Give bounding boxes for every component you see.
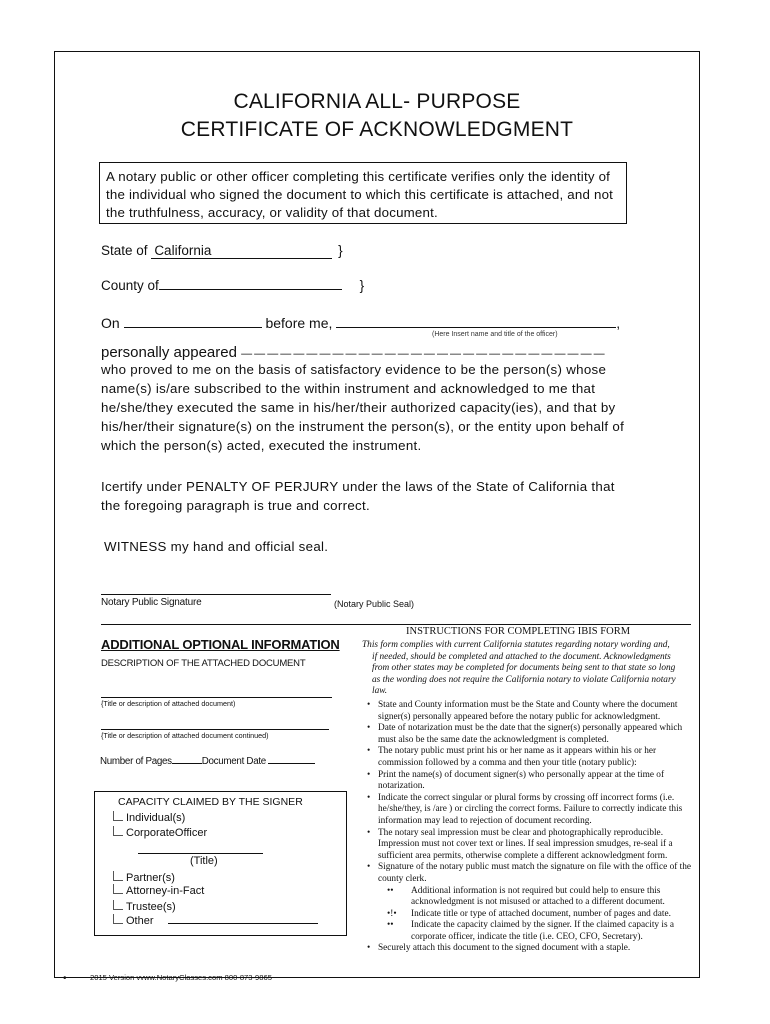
witness-text: WITNESS my hand and official seal. [104,539,329,554]
optional-heading: ADDITIONAL OPTIONAL INFORMATION [101,637,340,652]
instruction-item: • Securely attach this document to the signed document with a staple. [367,943,692,955]
signature-label: Notary Public Signature [101,597,202,608]
appeared-line-2: name(s) is/are subscribed to the within instrument and acknowledged to me that [101,381,596,396]
instruction-item: • Date of notarization must be the date that the signer(s) personally appeared which must also be the same date the acknowledgment is completed. [367,723,692,746]
sub-item-text: Additional information is not required but could help to ensure this acknowledgment is not misused or attached to a different document. [411,885,665,908]
before-me-label: before me, [265,315,333,331]
capacity-other[interactable] [113,914,318,927]
seal-label: (Notary Public Seal) [334,599,415,609]
intro-line-2: if needed, should be completed and attached to the document. Acknowledgments [372,651,671,662]
instruction-item: • The notary public must print his or her name as it appears within his or her commission followed by a comma and then your title (notary public): [367,746,692,769]
instruction-item: • The notary seal impression must be clear and photographically reproducible. Impression must not cover text or lines. If seal impression smudges, re-seal if a sufficient area permits, otherwise complete a different acknowledgment form. [367,828,692,863]
sub-item-marker: •• [387,920,394,931]
appeared-line-4: his/her/their signature(s) on the instrument the person(s), or the entity upon behalf of [101,419,625,434]
document-date-field[interactable] [268,754,315,764]
pages-label: Number of Pages [100,756,172,767]
on-label: On [101,315,120,331]
footer-text: 2015 Version vvww.NotaryClasses.com 800-873-9865 [90,973,272,982]
state-brace: } [338,243,343,258]
sub-item-text: Indicate the capacity claimed by the signer. If the claimed capacity is a corporate officer, indicate the title (i.e. CEO, CFO, Secretary). [411,920,675,942]
officer-field[interactable] [336,315,616,328]
county-label: County of [101,278,159,293]
capacity-partner[interactable] [113,871,175,884]
intro-line-1: This form complies with current California statutes regarding notary wording and, [362,640,670,650]
sub-item-text: Indicate title or type of attached document, number of pages and date. [411,908,671,919]
appeared-line-1: who proved to me on the basis of satisfactory evidence to be the person(s) whose [101,362,607,377]
perjury-paragraph [101,477,631,515]
instruction-item: • Indicate the correct singular or plural forms by crossing off incorrect forms (i.e. he/she/they, is /are ) or circling the correct forms. Failure to correctly indicate this information may lead to rejection of document recording. [367,793,692,828]
individual-label: Individual(s) [126,812,186,824]
instructions-heading: INSTRUCTIONS FOR COMPLETING IBIS FORM [406,626,631,637]
title-line-1: CALIFORNIA ALL- PURPOSE [233,90,521,113]
instructions-intro [362,640,692,698]
instruction-item: • State and County information must be the State and County where the document signer(s) personally appeared before the notary public for acknowledgment. [367,700,692,723]
corporate-checkbox[interactable] [113,826,123,836]
notice-box: A notary public or other officer completing this certificate verifies only the identity of the individual who signed the document to which this certificate is attached, and not the truthfulness, accuracy, or validity of that document. [99,162,627,224]
partner-label: Partner(s) [126,872,175,884]
appeared-dashes: — — — — — — — — — — — — — — — — — — — — — — — — — — — — [241,348,605,360]
instruction-sub-item [367,909,692,921]
other-field[interactable] [168,914,318,924]
date-label: Document Date [201,756,266,767]
signature-line[interactable] [101,594,331,595]
capacity-trustee[interactable] [113,900,176,913]
title-line-2: CERTIFICATE OF ACKNOWLEDGMENT [180,118,574,141]
appeared-row [101,344,604,361]
appeared-paragraph [101,360,631,455]
footer-bullet: • [63,973,67,984]
title-label: (Title) [190,855,218,867]
trustee-checkbox[interactable] [113,900,123,910]
instruction-item: • Print the name(s) of document signer(s) who personally appear at the time of notarization. [367,770,692,793]
on-trailing-comma: , [616,315,621,331]
capacity-corporate[interactable] [113,826,207,839]
title-hint-1: {Title or description of attached document) [101,699,236,708]
description-heading: DESCRIPTION OF THE ATTACHED DOCUMENT [101,658,306,669]
instruction-sub-item [367,886,692,909]
state-field[interactable] [151,243,332,259]
corporate-label: CorporateOfficer [126,827,208,839]
instruction-sub-item [367,920,692,943]
pages-date-row [100,754,315,767]
county-brace: } [359,278,365,293]
other-checkbox[interactable] [113,914,123,924]
instruction-item: • Signature of the notary public must match the signature on file with the office of the county clerk. [367,862,692,885]
sub-item-marker: •!• [387,908,397,919]
other-label: Other [126,915,154,927]
appeared-line-5: which the person(s) acted, executed the instrument. [101,438,422,453]
county-row [101,277,364,293]
attorney-checkbox[interactable] [113,884,123,894]
on-row [101,315,620,331]
pages-field[interactable] [172,754,202,764]
officer-hint: (Here Insert name and title of the officer) [432,331,558,338]
intro-line-4: as the wording does not require the California notary to violate California notary [372,674,676,685]
perjury-line-2: the foregoing paragraph is true and correct. [101,498,370,513]
sub-item-marker: •• [387,885,394,896]
appeared-line-3: he/she/they executed the same in his/her/their authorized capacity(ies), and that by [101,400,616,415]
county-field[interactable] [159,277,342,290]
state-value: California [154,243,212,258]
section-divider [101,624,691,625]
instructions-list [367,700,692,955]
attorney-label: Attorney-in-Fact [126,885,205,897]
partner-checkbox[interactable] [113,871,123,881]
title-field-1[interactable] [101,697,332,698]
state-row [101,243,343,259]
title-hint-2: {Title or description of attached document continued) [101,731,269,740]
intro-line-5: law. [372,686,388,697]
individual-checkbox[interactable] [113,811,123,821]
capacity-heading: CAPACITY CLAIMED BY THE SIGNER [118,796,303,808]
trustee-label: Trustee(s) [126,901,176,913]
perjury-line-1: Icertify under PENALTY OF PERJURY under the laws of the State of California that [101,479,615,494]
date-field[interactable] [124,315,262,328]
title-field-2[interactable] [101,729,329,730]
officer-title-field[interactable] [138,853,263,854]
capacity-individual[interactable] [113,811,185,824]
intro-line-3: from other states may be completed for documents being sent to that state so long [372,663,676,674]
capacity-attorney[interactable] [113,884,204,897]
state-label: State of [101,243,148,258]
appeared-label: personally appeared [101,344,237,361]
